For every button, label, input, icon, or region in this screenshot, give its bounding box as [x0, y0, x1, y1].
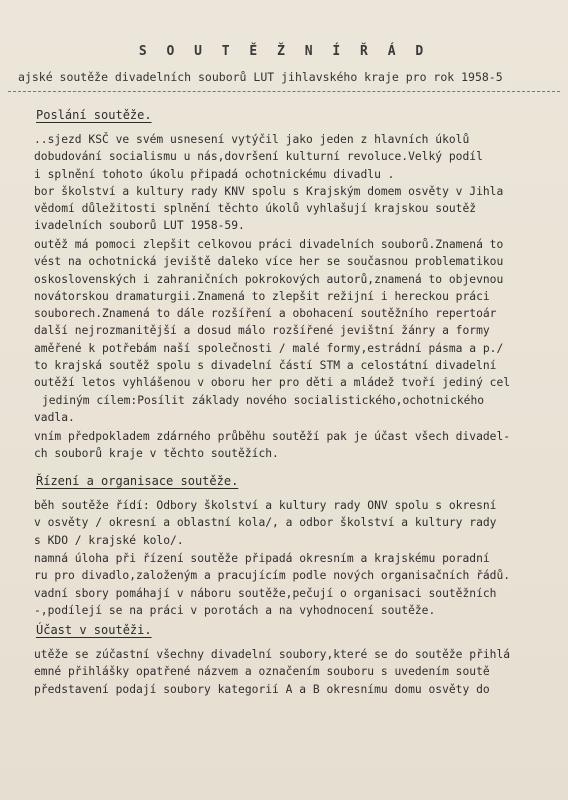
text-line: v osvěty / okresní a oblastní kola/, a odbor školství a kultury rady [34, 516, 497, 530]
paragraph-predpoklad [34, 428, 562, 463]
text-line: běh soutěže řídí: Odbory školství a kultury rady ONV spolu s okresní [34, 499, 497, 512]
text-line: outěž má pomoci zlepšit celkovou práci divadelních souborů.Znamená to [34, 238, 504, 251]
section-heading-poslani: Poslání soutěže. [36, 108, 152, 122]
text-line: představení podají soubory kategorií A a B okresnímu domu osvěty do [34, 682, 490, 696]
paragraph-sjezd-ksc [34, 131, 562, 235]
document-subtitle: ajské soutěže divadelních souborů LUT jihlavského kraje pro rok 1958-5 [18, 70, 503, 84]
paragraph-ucast [34, 646, 562, 698]
text-line: bor školství a kultury rady KNV spolu s Krajským domem osvěty v Jihla [34, 184, 504, 198]
document-title: S O U T Ě Ž N Í Ř Á D [138, 44, 430, 59]
text-line: emné přihlášky opatřené názvem a označením souboru s uvedením soutě [34, 665, 490, 679]
text-line: ivadelních souborů LUT 1958-59. [34, 219, 245, 233]
paragraph-prubeh-ridi [34, 497, 562, 549]
text-line: oskoslovenských i zahraničních pokrokových autorů,znamená to objevnou [34, 272, 504, 286]
text-line: s KDO / krajské kolo/. [34, 533, 184, 547]
text-line: vést na ochotnická jeviště daleko více her se současnou problematikou [34, 255, 504, 269]
text-line: -,podílejí se na práci v porotách a na vyhodnocení soutěže. [34, 603, 436, 617]
text-line: ru pro divadlo,založeným a pracujícím podle nových organisačních řádů. [34, 569, 511, 583]
text-line: ..sjezd KSČ ve svém usnesení vytýčil jako jeden z hlavních úkolů [34, 133, 470, 146]
text-line: outěží letos vyhlášenou v oboru her pro děti a mládež tvoří jediný cel [34, 376, 511, 390]
dashed-separator [8, 91, 560, 92]
text-line: dobudování socialismu u nás,dovršení kulturní revoluce.Velký podíl [34, 150, 483, 164]
text-line: utěže se zúčastní všechny divadelní soubory,které se do soutěže přihlá [34, 648, 511, 661]
text-line: vadla. [34, 410, 75, 424]
text-line: namná úloha při řízení soutěže připadá okresním a krajskému poradní [34, 552, 490, 565]
section-heading-rizeni: Řízení a organisace soutěže. [36, 474, 239, 488]
text-line: i splnění tohoto úkolu připadá ochotnickému divadlu . [34, 167, 395, 181]
section-heading-ucast: Účast v soutěži. [36, 623, 152, 637]
text-line: jediným cílem:Posílit základy nového socialistického,ochotnického [42, 393, 485, 407]
text-line: novátorskou dramaturgii.Znamená to zlepšit režijní i hereckou práci [34, 289, 490, 303]
paragraph-poradni-sbory [34, 550, 562, 619]
paragraph-soutez-ma-pomoci [34, 236, 562, 426]
text-line: vním předpokladem zdárného průběhu soutěží pak je účast všech divadel- [34, 430, 511, 443]
text-line: další nejrozmanitější a dosud málo rozšířené jevištní žánry a formy [34, 324, 490, 338]
text-line: souborech.Znamená to dále rozšíření a obohacení soutěžního repertoár [34, 307, 497, 321]
text-line: vadní sbory pomáhají v náboru soutěže,pečují o organisaci soutěžních [34, 586, 497, 600]
text-line: aměřené k potřebám naší společnosti / malé formy,estrádní pásma a p./ [34, 341, 504, 355]
text-line: to krajská soutěž spolu s divadelní částí STM a celostátní divadelní [34, 359, 497, 373]
text-line: vědomí důležitosti splnění těchto úkolů vyhlašují krajskou soutěž [34, 202, 477, 216]
text-line: ch souborů kraje v těchto soutěžích. [34, 447, 279, 461]
